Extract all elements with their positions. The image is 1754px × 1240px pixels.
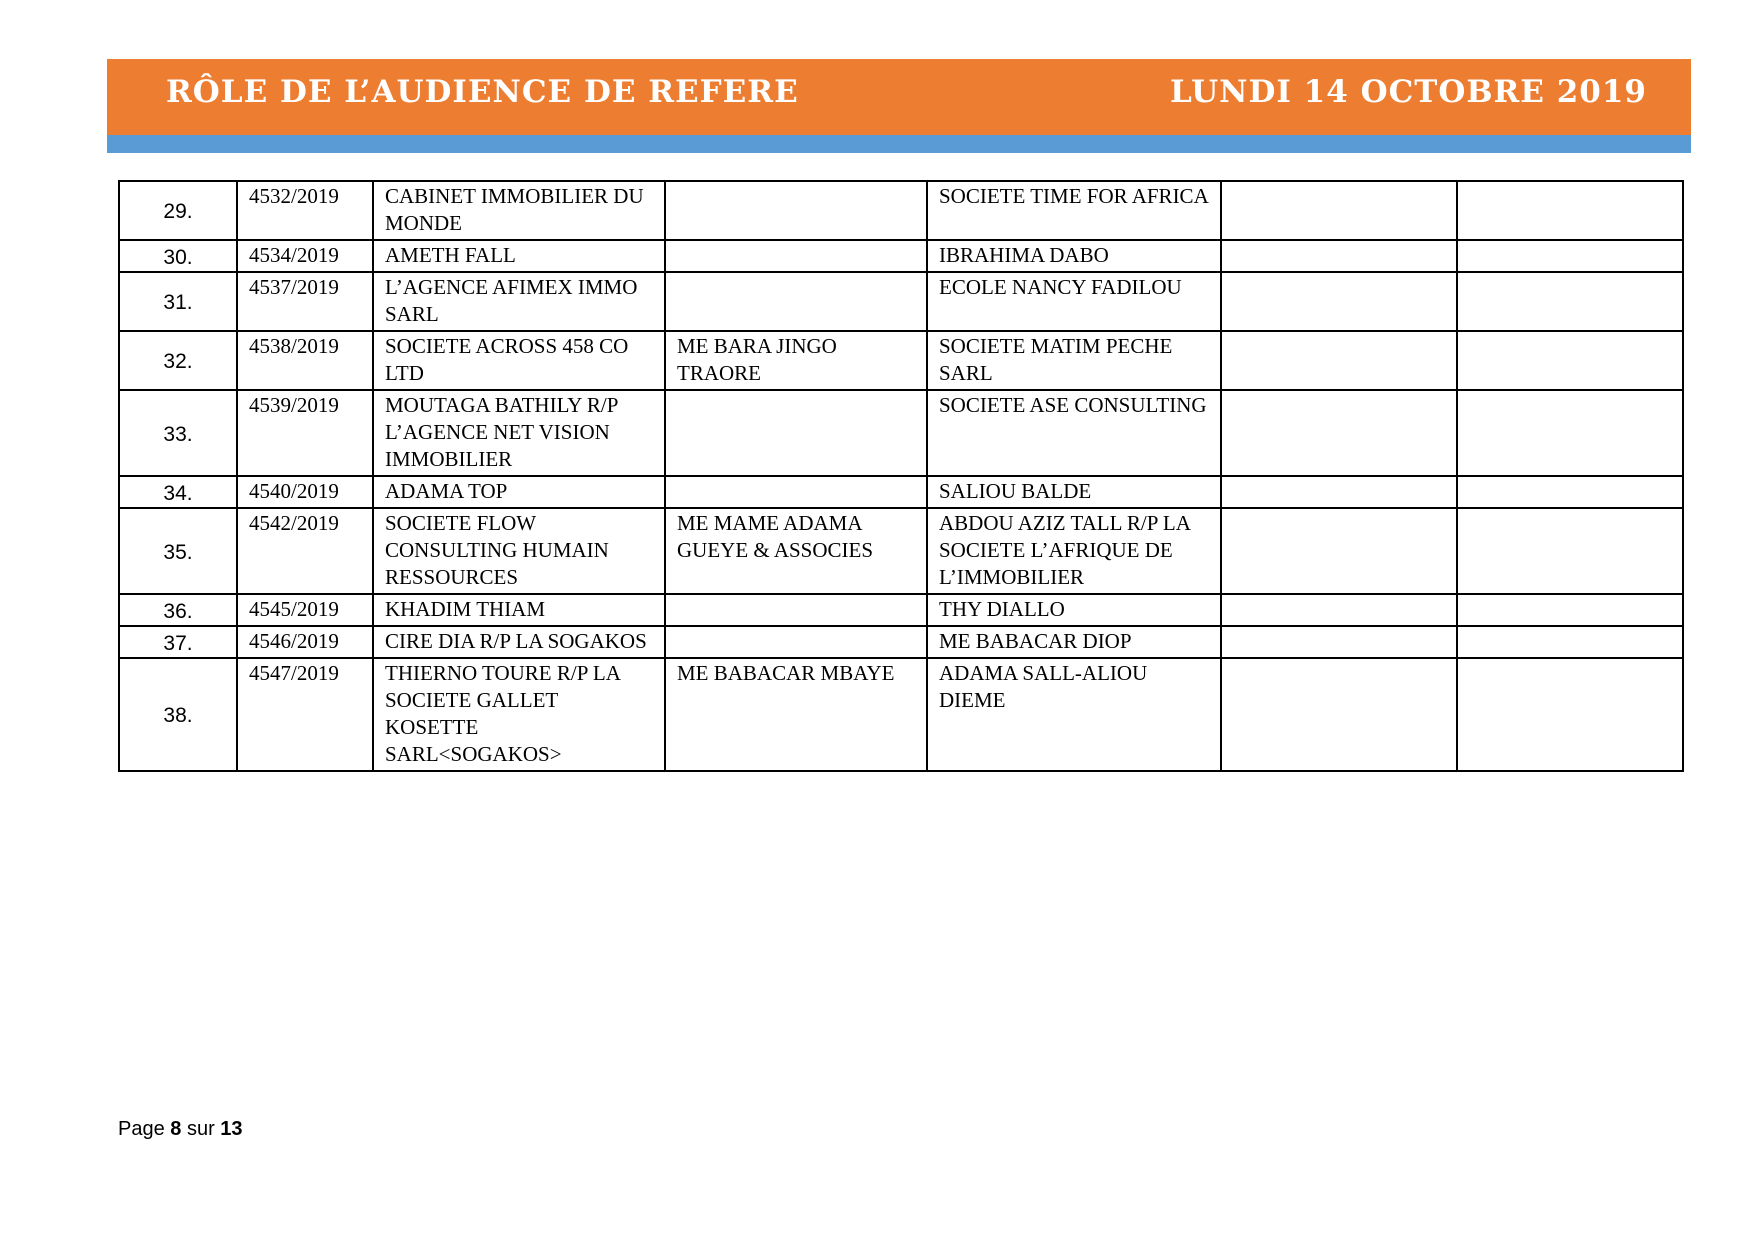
empty-cell	[1457, 594, 1683, 626]
case-number: 4540/2019	[237, 476, 373, 508]
table-row	[119, 476, 1683, 508]
empty-cell	[1221, 240, 1457, 272]
current-page: 8	[170, 1118, 182, 1140]
empty-cell	[1221, 390, 1457, 476]
row-number: 29.	[119, 181, 237, 240]
table-row	[119, 390, 1683, 476]
defendant-cell: ECOLE NANCY FADILOU	[927, 272, 1221, 331]
row-number: 36.	[119, 594, 237, 626]
table-row	[119, 181, 1683, 240]
lawyer-cell: ME BABACAR MBAYE	[665, 658, 927, 771]
plaintiff-cell: CABINET IMMOBILIER DU MONDE	[373, 181, 665, 240]
table-row	[119, 272, 1683, 331]
defendant-cell: SOCIETE ASE CONSULTING	[927, 390, 1221, 476]
page-title: RÔLE DE L’AUDIENCE DE REFERE	[166, 74, 799, 110]
empty-cell	[1457, 331, 1683, 390]
plaintiff-cell: AMETH FALL	[373, 240, 665, 272]
empty-cell	[1221, 331, 1457, 390]
lawyer-cell	[665, 626, 927, 658]
table-row	[119, 508, 1683, 594]
defendant-cell: SOCIETE MATIM PECHE SARL	[927, 331, 1221, 390]
plaintiff-cell: L’AGENCE AFIMEX IMMO SARL	[373, 272, 665, 331]
empty-cell	[1457, 272, 1683, 331]
plaintiff-cell: THIERNO TOURE R/P LA SOCIETE GALLET KOSETTE SARL<SOGAKOS>	[373, 658, 665, 771]
empty-cell	[1457, 508, 1683, 594]
empty-cell	[1457, 181, 1683, 240]
defendant-cell: SALIOU BALDE	[927, 476, 1221, 508]
defendant-cell: IBRAHIMA DABO	[927, 240, 1221, 272]
case-number: 4545/2019	[237, 594, 373, 626]
empty-cell	[1457, 626, 1683, 658]
defendant-cell: THY DIALLO	[927, 594, 1221, 626]
row-number: 35.	[119, 508, 237, 594]
empty-cell	[1221, 272, 1457, 331]
case-number: 4532/2019	[237, 181, 373, 240]
case-number: 4538/2019	[237, 331, 373, 390]
table-row	[119, 240, 1683, 272]
empty-cell	[1457, 390, 1683, 476]
lawyer-cell	[665, 272, 927, 331]
case-number: 4539/2019	[237, 390, 373, 476]
defendant-cell: ME BABACAR DIOP	[927, 626, 1221, 658]
lawyer-cell	[665, 240, 927, 272]
empty-cell	[1221, 626, 1457, 658]
lawyer-cell: ME MAME ADAMA GUEYE & ASSOCIES	[665, 508, 927, 594]
row-number: 34.	[119, 476, 237, 508]
empty-cell	[1221, 594, 1457, 626]
lawyer-cell	[665, 594, 927, 626]
row-number: 33.	[119, 390, 237, 476]
total-pages: 13	[220, 1118, 243, 1140]
defendant-cell: ADAMA SALL-ALIOU DIEME	[927, 658, 1221, 771]
row-number: 31.	[119, 272, 237, 331]
empty-cell	[1457, 476, 1683, 508]
row-number: 37.	[119, 626, 237, 658]
plaintiff-cell: ADAMA TOP	[373, 476, 665, 508]
row-number: 32.	[119, 331, 237, 390]
empty-cell	[1221, 508, 1457, 594]
plaintiff-cell: KHADIM THIAM	[373, 594, 665, 626]
page-counter	[118, 1118, 243, 1141]
case-number: 4542/2019	[237, 508, 373, 594]
table-row	[119, 626, 1683, 658]
plaintiff-cell: SOCIETE FLOW CONSULTING HUMAIN RESSOURCES	[373, 508, 665, 594]
empty-cell	[1457, 658, 1683, 771]
defendant-cell: ABDOU AZIZ TALL R/P LA SOCIETE L’AFRIQUE DE L’IMMOBILIER	[927, 508, 1221, 594]
plaintiff-cell: MOUTAGA BATHILY R/P L’AGENCE NET VISION IMMOBILIER	[373, 390, 665, 476]
page-label: Page	[118, 1118, 171, 1140]
case-number: 4534/2019	[237, 240, 373, 272]
lawyer-cell: ME BARA JINGO TRAORE	[665, 331, 927, 390]
table-row	[119, 658, 1683, 771]
hearing-roll-table	[118, 180, 1684, 772]
case-number: 4546/2019	[237, 626, 373, 658]
empty-cell	[1457, 240, 1683, 272]
lawyer-cell	[665, 390, 927, 476]
defendant-cell: SOCIETE TIME FOR AFRICA	[927, 181, 1221, 240]
plaintiff-cell: SOCIETE ACROSS 458 CO LTD	[373, 331, 665, 390]
empty-cell	[1221, 658, 1457, 771]
row-number: 38.	[119, 658, 237, 771]
hearing-date: LUNDI 14 OCTOBRE 2019	[1170, 74, 1647, 110]
table-row	[119, 331, 1683, 390]
plaintiff-cell: CIRE DIA R/P LA SOGAKOS	[373, 626, 665, 658]
lawyer-cell	[665, 181, 927, 240]
empty-cell	[1221, 181, 1457, 240]
page-separator: sur	[181, 1118, 221, 1140]
lawyer-cell	[665, 476, 927, 508]
header-accent-bar	[107, 135, 1691, 153]
row-number: 30.	[119, 240, 237, 272]
case-number: 4537/2019	[237, 272, 373, 331]
table-row	[119, 594, 1683, 626]
empty-cell	[1221, 476, 1457, 508]
case-number: 4547/2019	[237, 658, 373, 771]
